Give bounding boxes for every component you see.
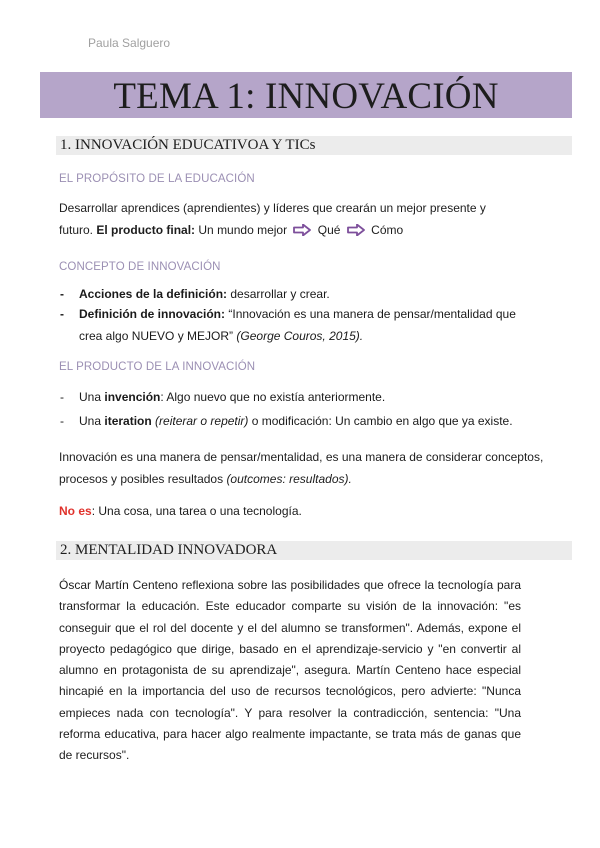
proposito-subheading: EL PROPÓSITO DE LA EDUCACIÓN [59,173,255,185]
concepto-bullet-1: Acciones de la definición: desarrollar y crear. [79,287,330,301]
que-text: Qué [317,223,341,237]
author-name: Paula Salguero [88,36,171,50]
right-arrow-icon [293,224,311,236]
producto-final-label: El producto final: [96,223,196,237]
producto-bullet-1: Una invención: Algo nuevo que no existía anteriormente. [79,390,386,404]
concepto-subheading: CONCEPTO DE INNOVACIÓN [59,261,221,273]
como-text: Cómo [371,223,404,237]
no-es-text: : Una cosa, una tarea o una tecnología. [91,504,302,518]
bullet-mark: - [60,390,64,404]
section-2-heading: 2. MENTALIDAD INNOVADORA [60,542,278,558]
no-es-label: No es [59,504,92,518]
no-es-line [59,500,302,522]
bullet-mark: - [60,307,64,321]
producto-final-text: Un mundo mejor [198,223,288,237]
producto-subheading: EL PRODUCTO DE LA INNOVACIÓN [59,361,256,373]
producto-bullet-2: Una iteration (reiterar o repetir) o modificación: Un cambio en algo que ya existe. [79,414,513,428]
proposito-text [59,197,521,241]
section-1-heading: 1. INNOVACIÓN EDUCATIVOA Y TICs [60,137,316,153]
bullet-mark: - [60,287,64,301]
bullet-mark: - [60,414,64,428]
right-arrow-icon [347,224,365,236]
mentalidad-paragraph: Óscar Martín Centeno reflexiona sobre las posibilidades que ofrece la tecnología para transformar la educación. Este educador comparte su visión de la innovación: "es conseguir que el rol del docente y el del alumno se transformen". Además, expone el proyecto pedagógico que dirige, basado en el aprendizaje-servicio y "en convertir al alumno en protagonista de su aprendizaje", asegura. Martín Centeno hace especial hincapié en la importancia del uso de recursos tecnológicos, pero advierte: "Nunca empieces nada con tecnología". Y para resolver la contradicción, sentencia: "Una reforma educativa, para hacer algo realmente impactante, se trata más de ganas que de recursos". [59,578,521,763]
proposito-line2-prefix: futuro. [59,223,94,237]
concepto-bullet-2: Definición de innovación: “Innovación es una manera de pensar/mentalidad que crea algo NUEVO y MEJOR” (George Couros, 2015). [79,307,516,343]
proposito-line1: Desarrollar aprendices (aprendientes) y líderes que crearán un mejor presente y [59,201,486,215]
page-title: TEMA 1: INNOVACIÓN [113,76,499,117]
innovacion-definition: Innovación es una manera de pensar/mentalidad, es una manera de considerar conceptos, procesos y posibles resultados (outcomes: resultados). [59,450,544,486]
